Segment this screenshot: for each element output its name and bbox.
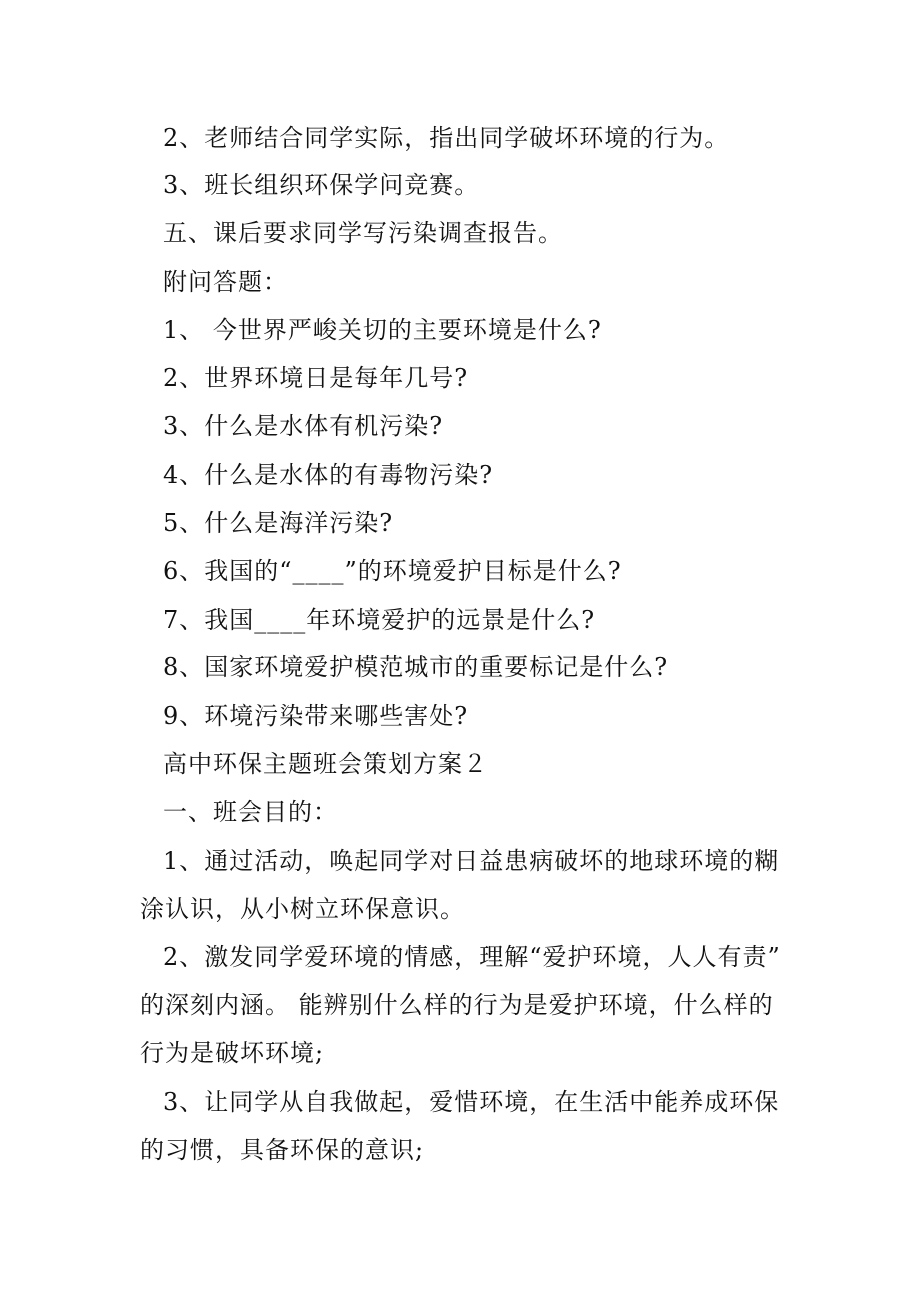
- text-line: 五、课后要求同学写污染调查报告。: [163, 219, 563, 247]
- text-line: 1、通过活动，唤起同学对日益患病破坏的地球环境的糊: [163, 847, 780, 875]
- text-line: 3、让同学从自我做起，爱惜环境，在生活中能养成环保: [163, 1088, 780, 1116]
- text-line: 的习惯，具备环保的意识;: [140, 1136, 425, 1164]
- text-line: 2、世界环境日是每年几号?: [163, 364, 469, 392]
- text-line: 涂认识，从小树立环保意识。: [140, 895, 465, 923]
- text-line: 9、环境污染带来哪些害处?: [163, 702, 469, 730]
- text-line: 2、激发同学爱环境的情感，理解“爱护环境，人人有责”: [163, 943, 781, 971]
- text-line: 1、 今世界严峻关切的主要环境是什么?: [163, 316, 602, 344]
- text-line: 的深刻内涵。 能辨别什么样的行为是爱护环境，什么样的: [140, 991, 774, 1019]
- text-line: 6、我国的“____”的环境爱护目标是什么?: [163, 557, 622, 585]
- text-line: 行为是破坏环境;: [140, 1039, 325, 1067]
- section-heading: 高中环保主题班会策划方案２: [163, 750, 488, 778]
- text-line: 一、班会目的：: [163, 798, 338, 826]
- text-line: 4、什么是水体的有毒物污染?: [163, 461, 494, 489]
- text-line: 3、班长组织环保学问竞赛。: [163, 171, 480, 199]
- text-line: 8、国家环境爱护模范城市的重要标记是什么?: [163, 653, 669, 681]
- text-line: 5、什么是海洋污染?: [163, 509, 394, 537]
- text-line: 7、我国____年环境爱护的远景是什么?: [163, 606, 596, 634]
- text-line: 2、老师结合同学实际，指出同学破坏环境的行为。: [163, 124, 730, 152]
- text-line: 附问答题：: [163, 268, 288, 296]
- text-line: 3、什么是水体有机污染?: [163, 412, 444, 440]
